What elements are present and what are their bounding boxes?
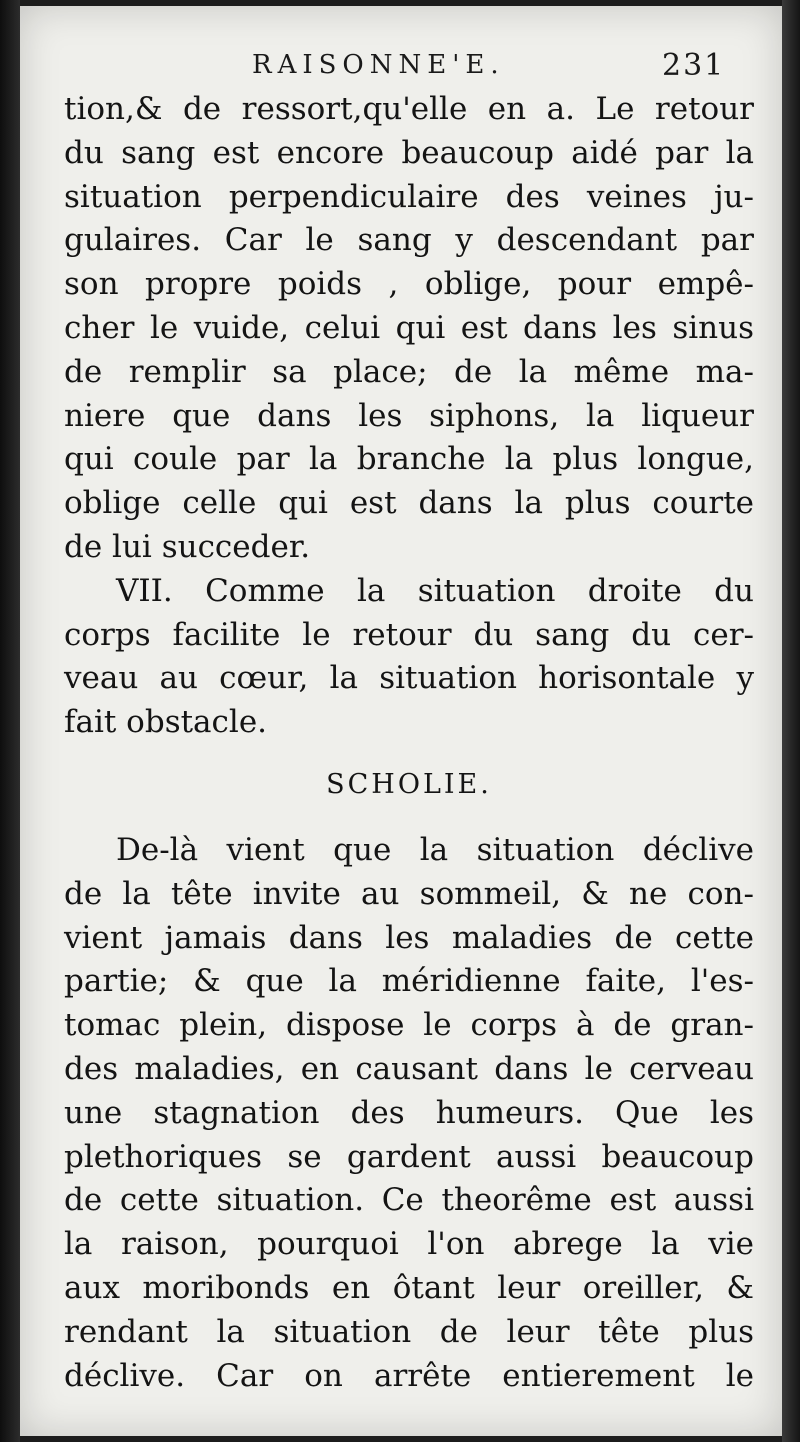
text-line: qui coule par la branche la plus longue, [64, 441, 754, 478]
text-line: des maladies, en causant dans le cerveau [64, 1050, 754, 1087]
book-page [20, 6, 782, 1436]
text-line: plethoriques se gardent aussi beaucoup [64, 1138, 754, 1175]
text-line: tomac plein, dispose le corps à de gran- [64, 1007, 754, 1044]
text-line: une stagnation des humeurs. Que les [64, 1094, 754, 1131]
text-line: situation perpendiculaire des veines ju- [64, 178, 754, 215]
text-line: fait obstacle. [64, 704, 268, 741]
text-line: son propre poids , oblige, pour empê- [64, 266, 754, 303]
left-page-edge [0, 0, 20, 1442]
text-line: du sang est encore beaucoup aidé par la [64, 134, 754, 171]
text-line: tion,& de ressort,qu'elle en a. Le retour [64, 91, 754, 127]
text-line: niere que dans les siphons, la liqueur [64, 397, 754, 434]
paragraph-vii [64, 570, 754, 745]
text-line: de cette situation. Ce theorême est aussi [64, 1182, 754, 1219]
text-line: gulaires. Car le sang y descendant par [64, 222, 754, 259]
text-block [64, 88, 754, 1398]
text-line: rendant la situation de leur tête plus [64, 1313, 754, 1350]
page-header [20, 50, 782, 90]
text-line: corps facilite le retour du sang du cer- [64, 616, 754, 653]
text-line: de la tête invite au sommeil, & ne con- [64, 875, 754, 912]
text-line: de lui succeder. [64, 528, 311, 565]
text-line: de remplir sa place; de la même ma- [64, 353, 754, 390]
text-line: De-là vient que la situation déclive [116, 831, 754, 868]
text-line: vient jamais dans les maladies de cette [64, 919, 754, 956]
paragraph-scholie [64, 829, 754, 1398]
section-heading: SCHOLIE. [326, 768, 492, 800]
text-line: déclive. Car on arrête entierement le [64, 1357, 754, 1394]
text-line: veau au cœur, la situation horisontale y [64, 660, 754, 697]
text-line: partie; & que la méridienne faite, l'es- [64, 963, 754, 1000]
text-line: cher le vuide, celui qui est dans les sinus [64, 309, 754, 346]
text-line: VII. Comme la situation droite du [116, 572, 754, 609]
text-line: oblige celle qui est dans la plus courte [64, 485, 754, 522]
page-number: 231 [662, 48, 726, 83]
text-line: aux moribonds en ôtant leur oreiller, & [64, 1269, 754, 1306]
right-page-edge [782, 0, 800, 1442]
paragraph-continuation [64, 88, 754, 570]
text-line: la raison, pourquoi l'on abrege la vie [64, 1226, 754, 1263]
running-head: RAISONNE'E. [252, 50, 505, 80]
